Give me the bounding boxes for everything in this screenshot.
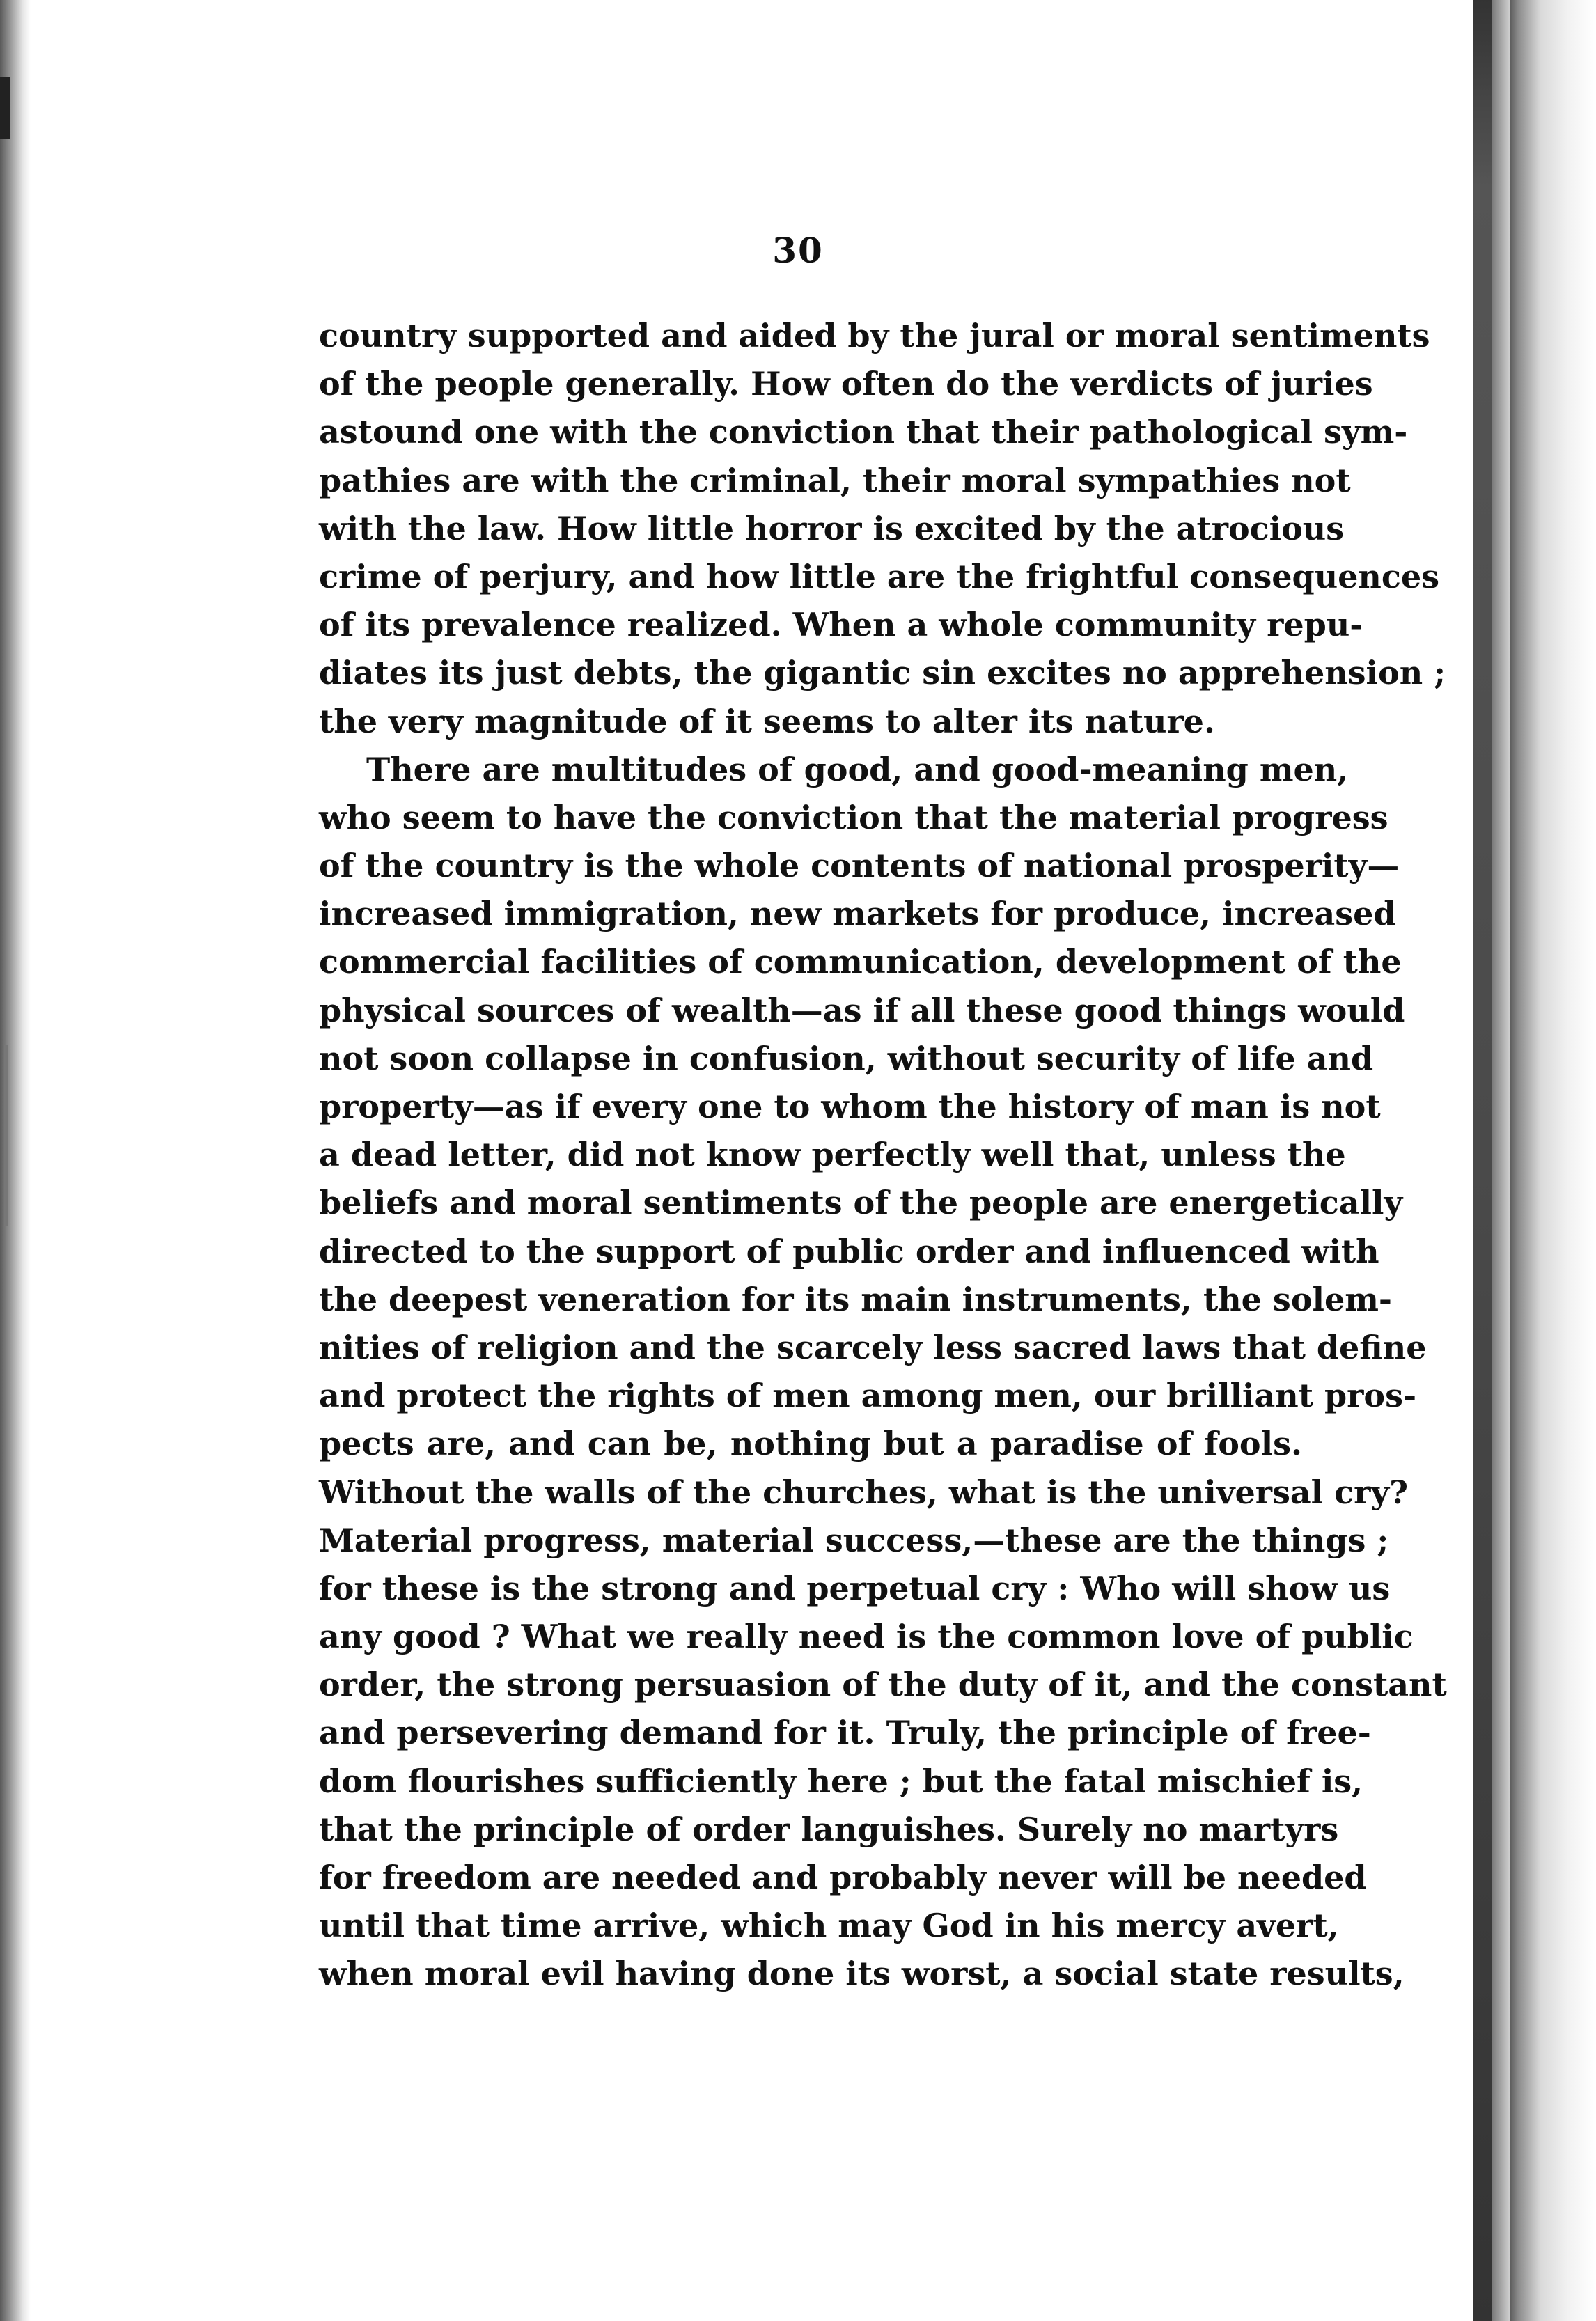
text-line: and persevering demand for it. Truly, the principle of free-: [319, 1714, 1371, 1752]
text-line: of the country is the whole contents of national prosperity—: [319, 847, 1400, 885]
body-text: [319, 312, 1447, 1999]
text-line: physical sources of wealth—as if all these good things would: [319, 991, 1405, 1029]
page-number: 30: [772, 230, 824, 271]
text-line: pathies are with the criminal, their moral sympathies not: [319, 461, 1351, 499]
text-line: when moral evil having done its worst, a social state results,: [319, 1955, 1405, 1993]
text-line: country supported and aided by the jural or moral sentiments: [319, 317, 1430, 354]
text-line: directed to the support of public order and influenced with: [319, 1232, 1379, 1270]
text-line: dom flourishes sufficiently here ; but the fatal mischief is,: [319, 1762, 1363, 1800]
text-line: Material progress, material success,—these are the things ;: [319, 1521, 1389, 1559]
text-line: a dead letter, did not know perfectly well that, unless the: [319, 1136, 1346, 1174]
text-line: that the principle of order languishes. Surely no martyrs: [319, 1810, 1339, 1848]
text-line: with the law. How little horror is excited by the atrocious: [319, 509, 1345, 547]
text-line: until that time arrive, which may God in his mercy avert,: [319, 1907, 1339, 1945]
text-line: commercial facilities of communication, development of the: [319, 943, 1402, 981]
text-line: for freedom are needed and probably never will be needed: [319, 1859, 1367, 1896]
page-left-edge-mark: [0, 77, 10, 139]
text-line: any good ? What we really need is the common love of public: [319, 1618, 1414, 1656]
page-right-edge-binding: [1473, 0, 1492, 2321]
page-right-edge-shadow: [1492, 0, 1510, 2321]
text-line: the very magnitude of it seems to alter its nature.: [319, 702, 1215, 740]
text-line: who seem to have the conviction that the material progress: [319, 798, 1388, 836]
text-line: diates its just debts, the gigantic sin excites no apprehension ;: [319, 654, 1446, 692]
text-line: of the people generally. How often do the verdicts of juries: [319, 365, 1373, 403]
text-line: increased immigration, new markets for produce, increased: [319, 895, 1396, 933]
text-line: order, the strong persuasion of the duty of it, and the constant: [319, 1666, 1447, 1704]
text-line: pects are, and can be, nothing but a paradise of fools.: [319, 1425, 1302, 1463]
text-line: the deepest veneration for its main instruments, the solem-: [319, 1280, 1392, 1318]
text-line: astound one with the conviction that their pathological sym-: [319, 413, 1408, 451]
text-line: not soon collapse in confusion, without security of life and: [319, 1039, 1374, 1077]
text-line: property—as if every one to whom the history of man is not: [319, 1088, 1381, 1125]
text-line: and protect the rights of men among men, our brilliant pros-: [319, 1377, 1417, 1415]
text-line: nities of religion and the scarcely less sacred laws that define: [319, 1328, 1427, 1366]
text-line: crime of perjury, and how little are the frightful consequences: [319, 557, 1440, 595]
text-line: of its prevalence realized. When a whole community repu-: [319, 606, 1363, 644]
text-line: Without the walls of the churches, what is the universal cry?: [319, 1473, 1409, 1511]
text-line: beliefs and moral sentiments of the people are energetically: [319, 1184, 1403, 1222]
text-line: There are multitudes of good, and good-meaning men,: [366, 750, 1349, 788]
text-line: for these is the strong and perpetual cry : Who will show us: [319, 1569, 1391, 1607]
page-left-edge-mark: [4, 1045, 8, 1226]
